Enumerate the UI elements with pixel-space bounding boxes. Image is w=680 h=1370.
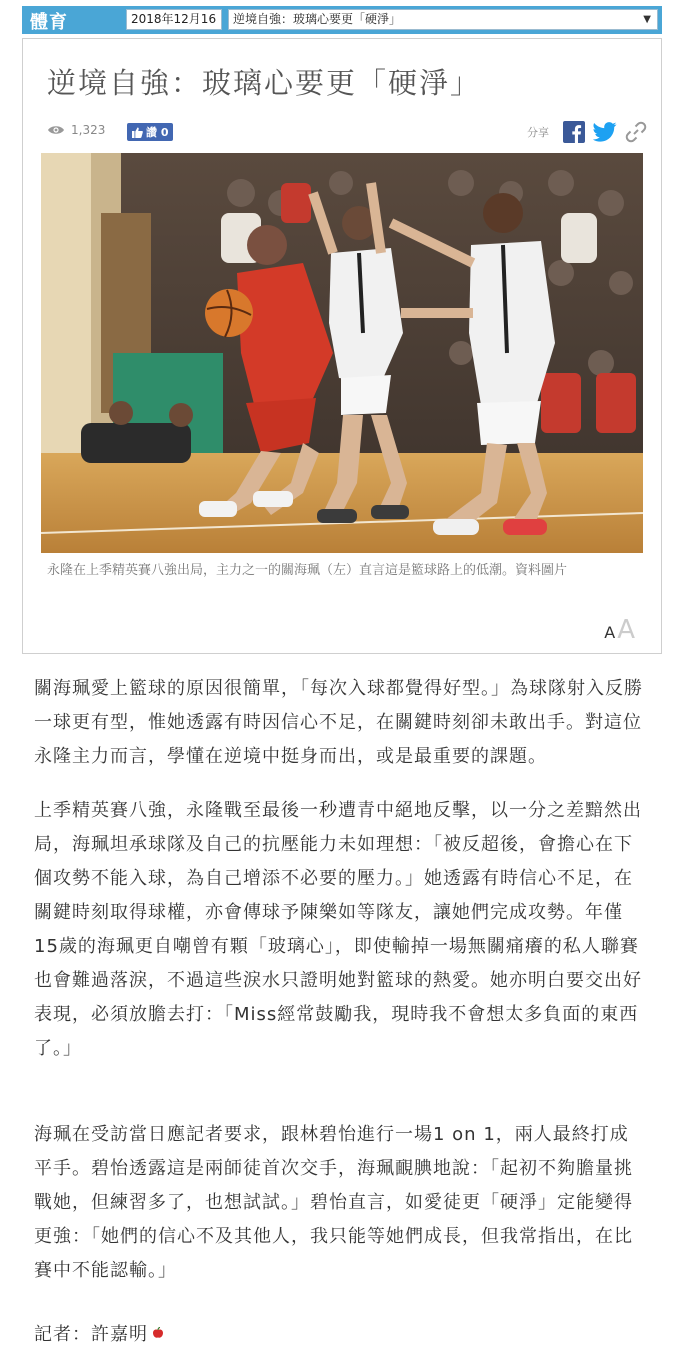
basketball-photo-illustration	[41, 153, 643, 553]
dropdown-arrow-icon[interactable]: ▼	[643, 14, 651, 25]
article-meta	[47, 123, 647, 143]
article-photo	[41, 153, 643, 553]
article-select[interactable]	[228, 9, 658, 30]
photo-caption: 永隆在上季精英賽八強出局，主力之一的關海珮（左）直言這是籃球路上的低潮。資料圖片	[47, 563, 568, 578]
section-header-bar	[22, 6, 662, 34]
article-title: 逆境自強：玻璃心要更「硬淨」	[47, 66, 482, 100]
like-button-label: 讚 0	[146, 126, 169, 139]
eye-icon	[47, 124, 65, 136]
article-header-card	[22, 38, 662, 654]
article-select-value: 逆境自強：玻璃心要更「硬淨」	[233, 12, 402, 26]
article-paragraph: 海珮在受訪當日應記者要求，跟林碧怡進行一場1 on 1，兩人最終打成平手。碧怡透露這是兩師徒首次交手，海珮靦腆地說：「起初不夠膽量挑戰她，但練習多了，也想試試。」碧怡直言，如愛徒更「硬淨」定能變得更強：「她們的信心不及其他人，我只能等她們成長，但我常指出，在比賽中不能認輸。」	[34, 1124, 633, 1281]
byline	[34, 1320, 164, 1346]
article-paragraph: 上季精英賽八強，永隆戰至最後一秒遭青中絕地反擊，以一分之差黯然出局，海珮坦承球隊及自己的抗壓能力未如理想：「被反超後，會擔心在下個攻勢不能入球，為自己增添不必要的壓力。」她透露有時信心不足，在關鍵時刻取得球權，亦會傳球予陳樂如等隊友，讓她們完成攻勢。年僅15歲的海珮更自嘲曾有顆「玻璃心」，即使輸掉一場無關痛癢的私人聯賽也會難過落淚，不過這些淚水只證明她對籃球的熱愛。她亦明白要交出好表現，必須放膽去打：「Miss經常鼓勵我，現時我不會想太多負面的東西了。」	[34, 800, 642, 1059]
view-count-text: 1,323	[71, 123, 106, 137]
article-body	[34, 672, 644, 1288]
article-paragraph: 關海珮愛上籃球的原因很簡單，「每次入球都覺得好型。」為球隊射入反勝一球更有型，惟她透露有時因信心不足，在關鍵時刻卻未敢出手。對這位永隆主力而言，學懂在逆境中挺身而出，或是最重要的課題。	[34, 678, 643, 767]
share-bar	[527, 121, 647, 143]
share-label: 分享	[527, 126, 549, 139]
link-icon[interactable]	[625, 121, 647, 143]
thumbs-up-icon	[132, 127, 143, 138]
font-size-small-button[interactable]: A	[604, 623, 616, 642]
byline-text: 記者：許嘉明	[34, 1324, 148, 1345]
like-button[interactable]	[127, 123, 173, 141]
font-size-large-button[interactable]: A	[617, 615, 635, 645]
apple-icon	[152, 1327, 164, 1339]
view-count	[47, 123, 105, 137]
date-select[interactable]: 2018年12月16	[126, 9, 222, 30]
facebook-icon[interactable]	[563, 121, 585, 143]
section-label: 體育	[30, 12, 68, 33]
twitter-icon[interactable]	[593, 122, 617, 142]
font-size-controls	[604, 615, 635, 645]
